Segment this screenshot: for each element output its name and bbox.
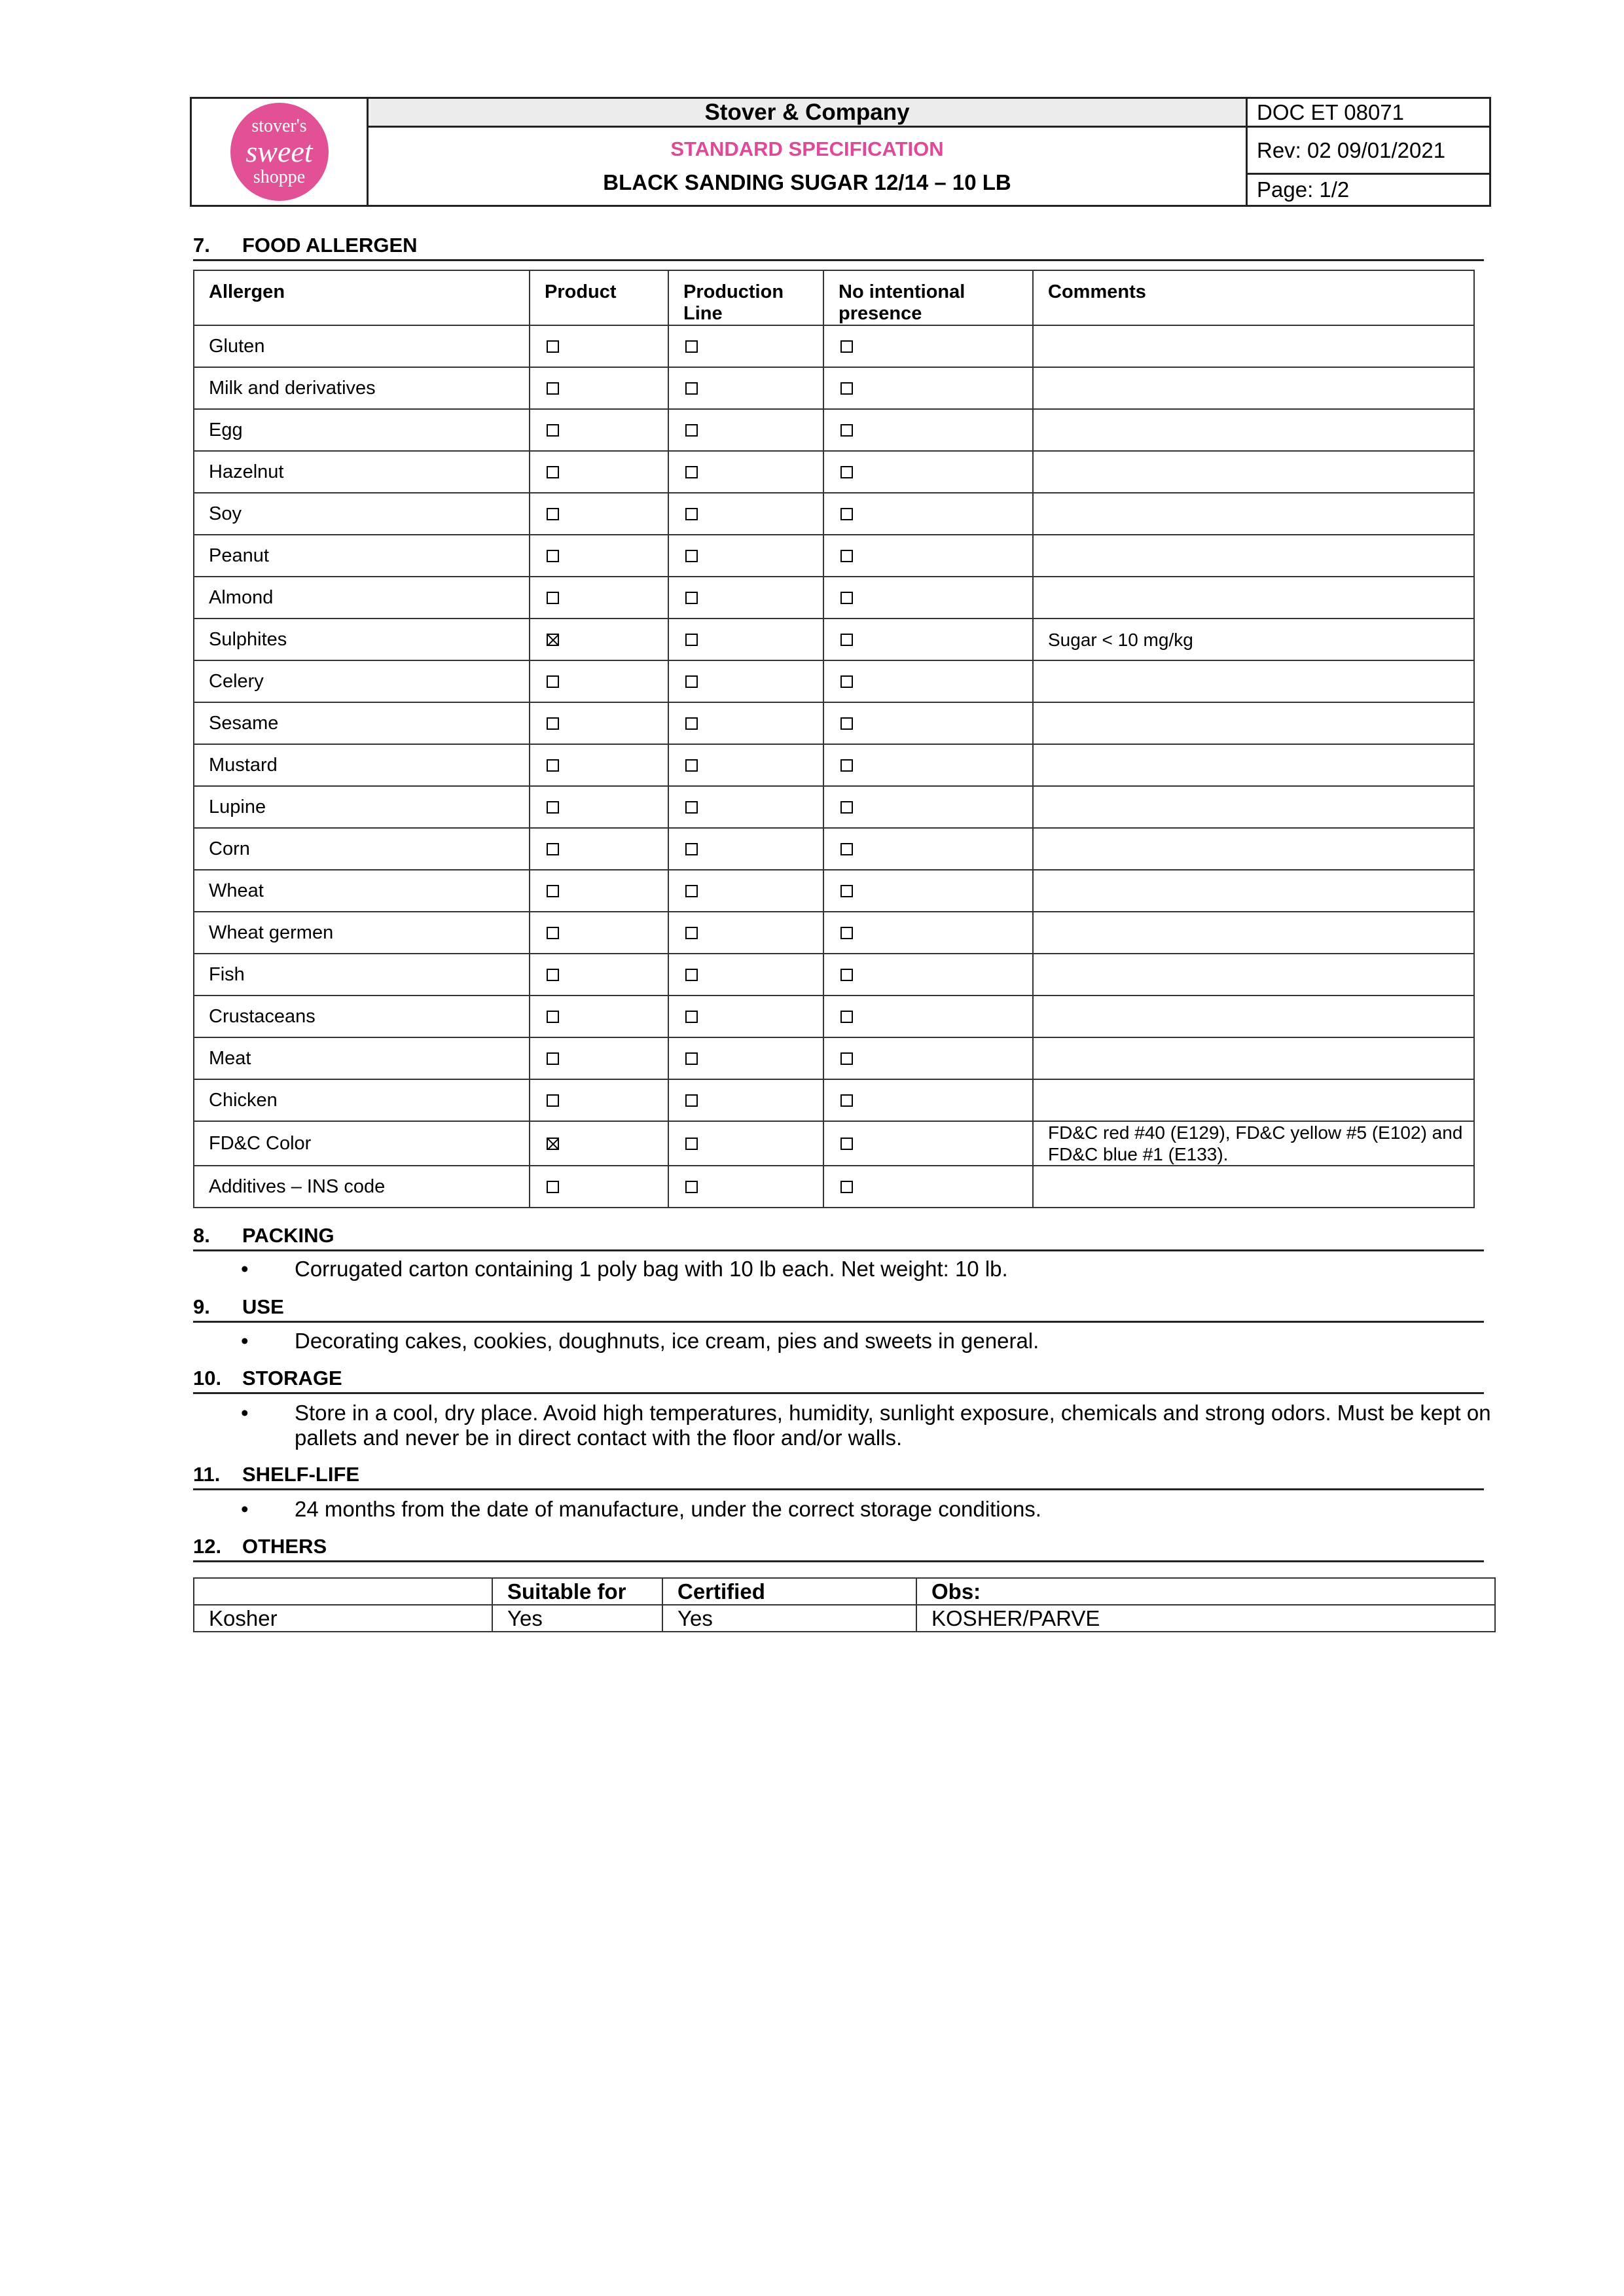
allergen-name: Chicken	[194, 1079, 530, 1121]
others-col-header-obs: Obs:	[916, 1578, 1495, 1605]
checkbox-icon[interactable]	[840, 801, 853, 814]
table-row	[194, 493, 1474, 535]
allergen-line-cell	[668, 367, 823, 409]
allergen-product-cell	[530, 493, 668, 535]
allergen-name: Crustaceans	[194, 996, 530, 1037]
allergen-table-header	[194, 270, 1474, 325]
allergen-name: FD&C Color	[194, 1121, 530, 1166]
allergen-product-cell	[530, 1037, 668, 1079]
allergen-table	[193, 270, 1475, 1208]
col-header-production-line: Production Line	[668, 270, 823, 325]
checkbox-icon[interactable]	[685, 885, 698, 897]
allergen-product-cell	[530, 619, 668, 660]
table-row	[194, 1605, 1495, 1632]
allergen-comment	[1033, 870, 1474, 912]
checkbox-icon[interactable]	[547, 466, 559, 478]
allergen-comment	[1033, 325, 1474, 367]
allergen-comment	[1033, 493, 1474, 535]
allergen-name: Celery	[194, 660, 530, 702]
checkbox-icon[interactable]	[840, 1181, 853, 1193]
allergen-comment	[1033, 451, 1474, 493]
allergen-nip-cell	[823, 325, 1033, 367]
checkbox-icon[interactable]	[547, 550, 559, 562]
allergen-line-cell	[668, 702, 823, 744]
allergen-line-cell	[668, 1166, 823, 1208]
allergen-nip-cell	[823, 493, 1033, 535]
header-title-block	[369, 99, 1248, 205]
checkbox-icon[interactable]	[840, 1138, 853, 1150]
product-name: BLACK SANDING SUGAR 12/14 – 10 LB	[603, 170, 1011, 194]
allergen-comment	[1033, 1079, 1474, 1121]
checkbox-icon[interactable]	[547, 382, 559, 395]
allergen-name: Fish	[194, 954, 530, 996]
allergen-line-cell	[668, 660, 823, 702]
allergen-name: Additives – INS code	[194, 1166, 530, 1208]
allergen-comment	[1033, 954, 1474, 996]
allergen-name: Soy	[194, 493, 530, 535]
allergen-line-cell	[668, 493, 823, 535]
checkbox-icon[interactable]	[840, 717, 853, 730]
allergen-comment	[1033, 702, 1474, 744]
allergen-line-cell	[668, 451, 823, 493]
others-cell: Yes	[662, 1605, 916, 1632]
allergen-nip-cell	[823, 912, 1033, 954]
packing-bullet: • Corrugated carton containing 1 poly bag with 10 lb each. Net weight: 10 lb.	[241, 1257, 1008, 1281]
allergen-nip-cell	[823, 577, 1033, 619]
allergen-line-cell	[668, 1079, 823, 1121]
table-row	[194, 870, 1474, 912]
allergen-product-cell	[530, 1121, 668, 1166]
allergen-comment	[1033, 828, 1474, 870]
allergen-product-cell	[530, 828, 668, 870]
checkbox-icon[interactable]	[840, 1094, 853, 1107]
allergen-product-cell	[530, 660, 668, 702]
checkbox-icon[interactable]	[685, 1011, 698, 1023]
checkbox-icon[interactable]	[840, 675, 853, 688]
allergen-line-cell	[668, 912, 823, 954]
checkbox-icon[interactable]	[840, 424, 853, 437]
table-row	[194, 954, 1474, 996]
allergen-comment	[1033, 535, 1474, 577]
allergen-product-cell	[530, 702, 668, 744]
allergen-name: Meat	[194, 1037, 530, 1079]
allergen-nip-cell	[823, 786, 1033, 828]
checkbox-icon[interactable]	[685, 759, 698, 772]
allergen-comment: FD&C red #40 (E129), FD&C yellow #5 (E102) and FD&C blue #1 (E133).	[1033, 1121, 1474, 1166]
section-heading-food-allergen: 7. FOOD ALLERGEN	[193, 234, 1484, 261]
table-row	[194, 451, 1474, 493]
table-row	[194, 1166, 1474, 1208]
bullet-icon: •	[241, 1257, 249, 1281]
allergen-line-cell	[668, 619, 823, 660]
allergen-nip-cell	[823, 702, 1033, 744]
allergen-nip-cell	[823, 660, 1033, 702]
allergen-nip-cell	[823, 744, 1033, 786]
checkbox-icon[interactable]	[547, 801, 559, 814]
allergen-line-cell	[668, 1121, 823, 1166]
allergen-nip-cell	[823, 870, 1033, 912]
allergen-nip-cell	[823, 828, 1033, 870]
spec-block	[369, 128, 1246, 205]
checkbox-icon[interactable]	[547, 1011, 559, 1023]
table-row	[194, 1121, 1474, 1166]
document-header	[190, 97, 1491, 207]
allergen-comment	[1033, 409, 1474, 451]
table-row	[194, 786, 1474, 828]
checkbox-icon[interactable]	[685, 508, 698, 520]
checkbox-icon[interactable]	[840, 592, 853, 604]
allergen-name: Mustard	[194, 744, 530, 786]
allergen-comment	[1033, 744, 1474, 786]
checkbox-icon[interactable]	[547, 508, 559, 520]
allergen-nip-cell	[823, 1079, 1033, 1121]
checkbox-icon[interactable]	[685, 1138, 698, 1150]
allergen-name: Almond	[194, 577, 530, 619]
table-row	[194, 535, 1474, 577]
checkbox-icon[interactable]	[685, 382, 698, 395]
doc-info-block	[1248, 99, 1489, 205]
checkbox-icon[interactable]	[840, 340, 853, 353]
checkbox-icon[interactable]	[547, 592, 559, 604]
allergen-comment	[1033, 1037, 1474, 1079]
checkbox-icon[interactable]	[685, 466, 698, 478]
revision: Rev: 02 09/01/2021	[1248, 128, 1489, 175]
allergen-nip-cell	[823, 409, 1033, 451]
allergen-line-cell	[668, 535, 823, 577]
allergen-product-cell	[530, 744, 668, 786]
table-row	[194, 1037, 1474, 1079]
allergen-comment	[1033, 1166, 1474, 1208]
checkbox-icon[interactable]	[840, 759, 853, 772]
checkbox-icon[interactable]	[685, 1094, 698, 1107]
others-col-header-certified: Certified	[662, 1578, 916, 1605]
checkbox-icon[interactable]	[547, 717, 559, 730]
others-table	[193, 1577, 1496, 1632]
checkbox-icon[interactable]	[840, 1011, 853, 1023]
company-name: Stover & Company	[369, 99, 1246, 128]
bullet-icon: •	[241, 1497, 249, 1521]
allergen-product-cell	[530, 870, 668, 912]
allergen-nip-cell	[823, 619, 1033, 660]
allergen-line-cell	[668, 786, 823, 828]
col-header-no-intentional-presence: No intentional presence	[823, 270, 1033, 325]
checkbox-icon[interactable]	[547, 927, 559, 939]
storage-bullet: • Store in a cool, dry place. Avoid high temperatures, humidity, sunlight exposure, chemicals and strong odors. Must be kept on pallets and never be in direct contact with the floor and/or walls.	[241, 1401, 1491, 1450]
table-row	[194, 367, 1474, 409]
others-col-header	[194, 1578, 492, 1605]
allergen-comment	[1033, 660, 1474, 702]
table-row	[194, 828, 1474, 870]
checkbox-icon[interactable]	[685, 927, 698, 939]
allergen-line-cell	[668, 1037, 823, 1079]
checkbox-icon[interactable]	[547, 1052, 559, 1065]
table-row	[194, 619, 1474, 660]
allergen-product-cell	[530, 1166, 668, 1208]
checkbox-icon[interactable]	[547, 843, 559, 855]
checkbox-icon[interactable]	[685, 424, 698, 437]
checkbox-icon[interactable]	[685, 969, 698, 981]
table-row	[194, 660, 1474, 702]
allergen-line-cell	[668, 870, 823, 912]
allergen-product-cell	[530, 1079, 668, 1121]
checkbox-icon[interactable]	[840, 382, 853, 395]
table-row	[194, 577, 1474, 619]
allergen-name: Sulphites	[194, 619, 530, 660]
allergen-name: Lupine	[194, 786, 530, 828]
checked-box-icon[interactable]	[547, 634, 559, 646]
col-header-product: Product	[530, 270, 668, 325]
allergen-product-cell	[530, 954, 668, 996]
checkbox-icon[interactable]	[685, 843, 698, 855]
allergen-product-cell	[530, 786, 668, 828]
checkbox-icon[interactable]	[840, 508, 853, 520]
allergen-line-cell	[668, 996, 823, 1037]
checkbox-icon[interactable]	[840, 634, 853, 646]
checkbox-icon[interactable]	[685, 592, 698, 604]
others-cell: Kosher	[194, 1605, 492, 1632]
allergen-name: Gluten	[194, 325, 530, 367]
allergen-name: Hazelnut	[194, 451, 530, 493]
stovers-sweet-shoppe-logo: stover's sweet shoppe	[230, 103, 329, 201]
col-header-comments: Comments	[1033, 270, 1474, 325]
table-row	[194, 744, 1474, 786]
section-heading-storage: 10. STORAGE	[193, 1367, 1484, 1394]
allergen-line-cell	[668, 577, 823, 619]
allergen-name: Wheat	[194, 870, 530, 912]
checkbox-icon[interactable]	[840, 843, 853, 855]
checkbox-icon[interactable]	[547, 1094, 559, 1107]
allergen-comment	[1033, 996, 1474, 1037]
allergen-name: Egg	[194, 409, 530, 451]
checkbox-icon[interactable]	[685, 801, 698, 814]
table-row	[194, 1079, 1474, 1121]
section-heading-others: 12. OTHERS	[193, 1535, 1484, 1562]
allergen-product-cell	[530, 912, 668, 954]
checkbox-icon[interactable]	[547, 340, 559, 353]
allergen-nip-cell	[823, 451, 1033, 493]
checkbox-icon[interactable]	[685, 634, 698, 646]
checkbox-icon[interactable]	[840, 927, 853, 939]
checkbox-icon[interactable]	[547, 759, 559, 772]
allergen-comment	[1033, 367, 1474, 409]
checkbox-icon[interactable]	[547, 675, 559, 688]
checkbox-icon[interactable]	[685, 675, 698, 688]
allergen-name: Milk and derivatives	[194, 367, 530, 409]
allergen-comment	[1033, 577, 1474, 619]
table-row	[194, 912, 1474, 954]
others-col-header-suitable-for: Suitable for	[492, 1578, 662, 1605]
others-cell: KOSHER/PARVE	[916, 1605, 1495, 1632]
bullet-icon: •	[241, 1329, 249, 1353]
others-cell: Yes	[492, 1605, 662, 1632]
checkbox-icon[interactable]	[840, 885, 853, 897]
allergen-line-cell	[668, 325, 823, 367]
section-heading-packing: 8. PACKING	[193, 1224, 1484, 1251]
allergen-product-cell	[530, 325, 668, 367]
allergen-name: Peanut	[194, 535, 530, 577]
allergen-line-cell	[668, 409, 823, 451]
allergen-product-cell	[530, 409, 668, 451]
shelf-life-bullet: • 24 months from the date of manufacture, under the correct storage conditions.	[241, 1497, 1041, 1521]
checkbox-icon[interactable]	[840, 550, 853, 562]
page-number: Page: 1/2	[1257, 177, 1350, 202]
allergen-name: Wheat germen	[194, 912, 530, 954]
checked-box-icon[interactable]	[547, 1138, 559, 1150]
checkbox-icon[interactable]	[840, 466, 853, 478]
allergen-comment	[1033, 786, 1474, 828]
allergen-nip-cell	[823, 1166, 1033, 1208]
allergen-comment	[1033, 912, 1474, 954]
section-heading-use: 9. USE	[193, 1295, 1484, 1323]
allergen-line-cell	[668, 744, 823, 786]
bullet-icon: •	[241, 1401, 249, 1425]
allergen-line-cell	[668, 954, 823, 996]
checkbox-icon[interactable]	[547, 885, 559, 897]
checkbox-icon[interactable]	[840, 1052, 853, 1065]
allergen-line-cell	[668, 828, 823, 870]
allergen-product-cell	[530, 577, 668, 619]
allergen-nip-cell	[823, 367, 1033, 409]
allergen-product-cell	[530, 535, 668, 577]
allergen-product-cell	[530, 451, 668, 493]
allergen-name: Sesame	[194, 702, 530, 744]
others-table-header	[194, 1578, 1495, 1605]
allergen-nip-cell	[823, 1037, 1033, 1079]
allergen-nip-cell	[823, 1121, 1033, 1166]
checkbox-icon[interactable]	[685, 550, 698, 562]
allergen-nip-cell	[823, 535, 1033, 577]
doc-number: DOC ET 08071	[1248, 99, 1489, 128]
checkbox-icon[interactable]	[840, 969, 853, 981]
checkbox-icon[interactable]	[547, 969, 559, 981]
spec-title: STANDARD SPECIFICATION	[670, 137, 944, 160]
logo-cell	[192, 99, 369, 205]
checkbox-icon[interactable]	[685, 1052, 698, 1065]
use-bullet: • Decorating cakes, cookies, doughnuts, ice cream, pies and sweets in general.	[241, 1329, 1039, 1353]
col-header-allergen: Allergen	[194, 270, 530, 325]
checkbox-icon[interactable]	[547, 1181, 559, 1193]
section-heading-shelf-life: 11. SHELF-LIFE	[193, 1463, 1484, 1490]
allergen-comment: Sugar < 10 mg/kg	[1033, 619, 1474, 660]
checkbox-icon[interactable]	[685, 1181, 698, 1193]
checkbox-icon[interactable]	[685, 340, 698, 353]
table-row	[194, 996, 1474, 1037]
table-row	[194, 409, 1474, 451]
allergen-nip-cell	[823, 954, 1033, 996]
allergen-product-cell	[530, 367, 668, 409]
table-row	[194, 325, 1474, 367]
allergen-product-cell	[530, 996, 668, 1037]
allergen-name: Corn	[194, 828, 530, 870]
allergen-nip-cell	[823, 996, 1033, 1037]
checkbox-icon[interactable]	[685, 717, 698, 730]
table-row	[194, 702, 1474, 744]
checkbox-icon[interactable]	[547, 424, 559, 437]
